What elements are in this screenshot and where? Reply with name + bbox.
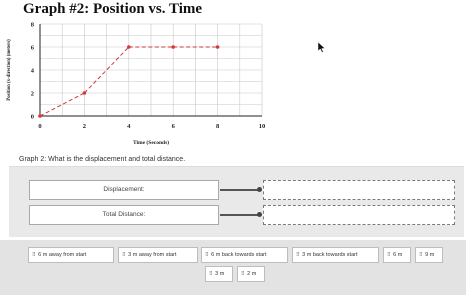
x-tick-label: 10 [258,123,266,130]
mouse-pointer-icon [318,40,326,58]
displacement-drop-zone[interactable] [263,180,455,200]
answer-choice[interactable]: ⠿ 6 m away from start [28,247,114,263]
drag-handle-icon: ⠿ [209,271,213,277]
drag-handle-icon: ⠿ [205,252,209,258]
answer-choice[interactable]: ⠿ 6 m [383,247,411,263]
y-axis-label: Position (x-direction) (meters) [7,39,12,101]
total-distance-label: Total Distance: [29,205,219,225]
displacement-connector [220,189,260,191]
answer-choice[interactable]: ⠿ 2 m [237,266,265,282]
total-distance-connector [220,214,260,216]
x-tick-label: 6 [171,123,175,130]
drag-handle-icon: ⠿ [387,252,391,258]
answer-panel [9,166,464,237]
y-tick-label: 6 [30,44,34,52]
answer-choice[interactable]: ⠿ 6 m back towards start [201,247,288,263]
x-tick-label: 0 [38,123,42,130]
x-tick-label: 4 [127,123,131,130]
displacement-label: Displacement: [29,180,219,200]
connector-dot-icon [257,187,262,192]
y-tick-label: 4 [30,67,34,75]
data-point [171,45,175,49]
total-distance-drop-zone[interactable] [263,205,455,225]
connector-dot-icon [257,212,262,217]
page-title: Graph #2: Position vs. Time [23,1,203,17]
question-text: Graph 2: What is the displacement and total distance. [19,156,186,163]
y-tick-label: 2 [30,90,34,98]
answer-choice[interactable]: ⠿ 3 m back towards start [292,247,379,263]
drag-handle-icon: ⠿ [241,271,245,277]
position-time-chart [0,18,290,153]
answer-bank [0,240,466,295]
data-point [38,114,42,118]
answer-choice[interactable]: ⠿ 3 m [205,266,233,282]
x-tick-label: 8 [215,123,220,130]
drag-handle-icon: ⠿ [419,252,423,258]
answer-choice[interactable]: ⠿ 3 m away from start [118,247,198,263]
data-point [83,91,87,95]
data-point [127,45,131,49]
data-point [216,45,220,49]
drag-handle-icon: ⠿ [296,252,300,258]
drag-handle-icon: ⠿ [32,252,36,258]
x-tick-label: 2 [82,123,87,130]
y-tick-label: 0 [30,113,34,121]
answer-choice[interactable]: ⠿ 9 m [415,247,443,263]
x-axis-label: Time (Seconds) [132,140,170,146]
drag-handle-icon: ⠿ [122,252,126,258]
y-tick-label: 8 [30,21,34,29]
